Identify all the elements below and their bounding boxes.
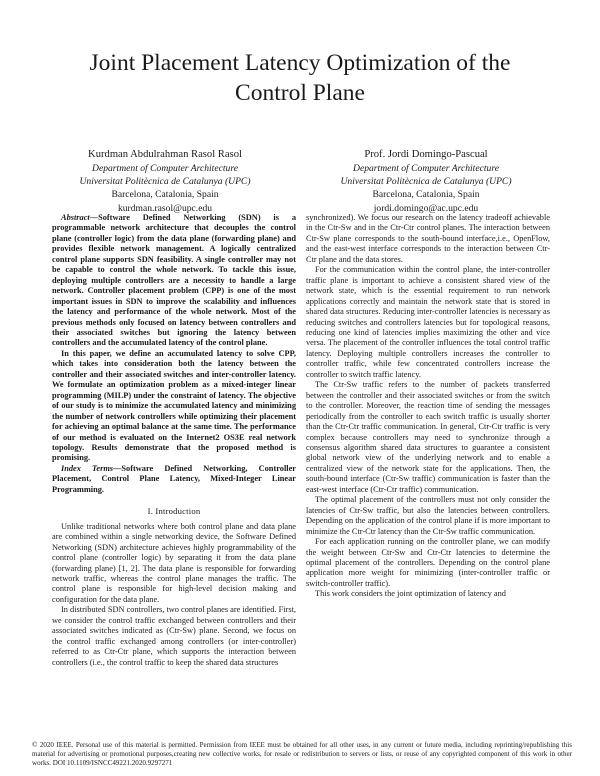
body-paragraph: For each application running on the controller plane, we can modify the weight between Ctr-Sw and Ctr-Ctr latencies to determine the optimal placement of the controllers. Depending on the control plane application more weight for minimizing (inter-controller traffic or switch-controller traffic). [306,537,550,588]
author-location: Barcelona, Catalonia, Spain [372,189,480,201]
author-location: Barcelona, Catalonia, Spain [111,189,219,201]
body-paragraph: synchronized). We focus our research on the latency tradeoff achievable in the Ctr-Sw and in the Ctr-Ctr control planes. The interaction between Ctr-Sw plane corresponds to the south-bound interface,i.e., OpenFlow, and the east-west interface corresponds to the interaction between Ctr-Ctr plane and the data stores. [306,213,550,264]
body-paragraph: The optimal placement of the controllers must not only consider the latencies of Ctr-Sw traffic, but also the latencies between controllers. Depending on the application of the control plane if is more important to minimize the Ctr-Ctr latency than the Ctr-Sw traffic communication. [306,495,550,536]
body-paragraph: This work considers the joint optimization of latency and [315,589,506,599]
author-name: Prof. Jordi Domingo-Pascual [364,149,488,160]
index-terms-label: Index Terms— [61,463,122,473]
author-university: Universitat Politècnica de Catalunya (UPC) [340,176,512,188]
left-column [52,213,296,668]
author-email: kurdman.rasol@upc.edu [117,202,213,214]
abstract-paragraph-2: In this paper, we define an accumulated latency to solve CPP, which takes into consideration both the latency between the controller and their associated switches and inter-controller latency. We formulate an optimization problem as a mixed-integer linear programming (MILP) under the constraint of latency. The objective of our study is to minimize the accumulated latency and minimizing the number of network controllers while optimizing their placement for achieving an optimal balance at the same time. The performance of our method is evaluated on the Internet2 OS3E real network topology. Results demonstrate that the proposed method is promising. [52,348,296,463]
body-paragraph: The Ctr-Sw traffic refers to the number of packets transferred between the controller and their associated switches or from the switch to the controller. Moreover, the reaction time of sending the messages periodically from the controller to each switch traffic is usually shorter than the Ctr-Ctr traffic communication. In general, Ctr-Ctr traffic is very complex because controllers may need to synchronize through a consensus algorithm shared data structures to guarantee a consistent global network view of the underlying network and to enable a centralized view of the network state for the applications. Then, the south-bound interface (Ctr-Sw traffic) communication is faster than the east-west interface (Ctr-Ctr traffic) communication. [306,380,550,494]
body-paragraph: For the communication within the control plane, the inter-controller traffic plane is important to achieve a consistent shared view of the network state, which is the essential requirement to run network applications correctly and maintain the network state that is stored in shared data structures. Reducing inter-controller latencies is necessary as reducing switches and controllers latencies but for topological reasons, reducing one kind of latencies implies maximizing the other and vice versa. The placement of the controller influences the total control traffic latency. Deploying multiple controllers increases the controller to controller traffic, while few concentrated controllers increase the controller to switch traffic latency. [306,265,550,379]
author-department: Department of Computer Architecture [92,163,238,174]
author-department: Department of Computer Architecture [353,163,499,174]
body-paragraph: In distributed SDN controllers, two control planes are identified. First, we consider the control traffic exchanged between controllers and their associated switches indicated as (Ctr-Sw) plane. Second, we focus on the control traffic exchanged among controllers (or inter-controller) referred to as Ctr-Ctr plane, which supports the interaction between controllers (i.e., the control traffic to keep the shared data structures [52,605,296,667]
author-name: Kurdman Abdulrahman Rasol Rasol [88,149,242,160]
index-terms [52,464,296,495]
abstract-label: Abstract— [61,213,99,222]
right-column [306,213,550,600]
paper-title: Joint Placement Latency Optimization of the Control Plane [89,50,511,106]
abstract-text: Software Defined Networking (SDN) is a programmable network architecture that decouples the control plane (controller logic) from the data plane (forwarding plane) and provides flexible network management. A logically centralized control plane supports SDN feasibility. A single controller may not be capable to control the whole network. To tackle this issue, deploying multiple controllers are a necessity to handle a large network. Controller placement problem (CPP) is one of the most important issues in SDN to improve the scalability and influences the latency and performance of the whole network. Most of the previous methods only focused on latency between controllers and their associated switches but ignoring the latency between controllers and the accumulated latency of the control plane. [52,213,296,348]
author-block-1 [50,148,280,215]
body-paragraph: Unlike traditional networks where both control plane and data plane are combined within a single networking device, the Software Defined Networking (SDN) architecture achieves highly programmability of the control plane (controller logic) by separating it from the data plane (forwarding plane) [1, 2]. The data plane is responsible for forwarding network traffic, whereas the control plane manages the traffic. The control plane is responsible for high-level decision making and configuration for the data plane. [52,521,296,604]
index-terms-text: Software Defined Networking, Controller Placement, Control Plane Latency, Mixed-Integer Linear Programming. [52,463,296,494]
copyright-footer: © 2020 IEEE. Personal use of this material is permitted. Permission from IEEE must be obtained for all other uses, in any current or future media, including reprinting/republishing this material for advertising or promotional purposes,creating new collective works, for resale or redistribution to servers or lists, or reuse of any copyrighted component of this work in other works. DOI 10.1109/ISNCC49221.2020.9297271 [32,741,572,768]
author-email: jordi.domingo@ac.upc.edu [373,202,479,214]
abstract [52,213,296,349]
author-university: Universitat Politècnica de Catalunya (UPC) [79,176,251,188]
section-heading: I. Introduction [147,506,201,517]
author-block-2 [311,148,541,215]
